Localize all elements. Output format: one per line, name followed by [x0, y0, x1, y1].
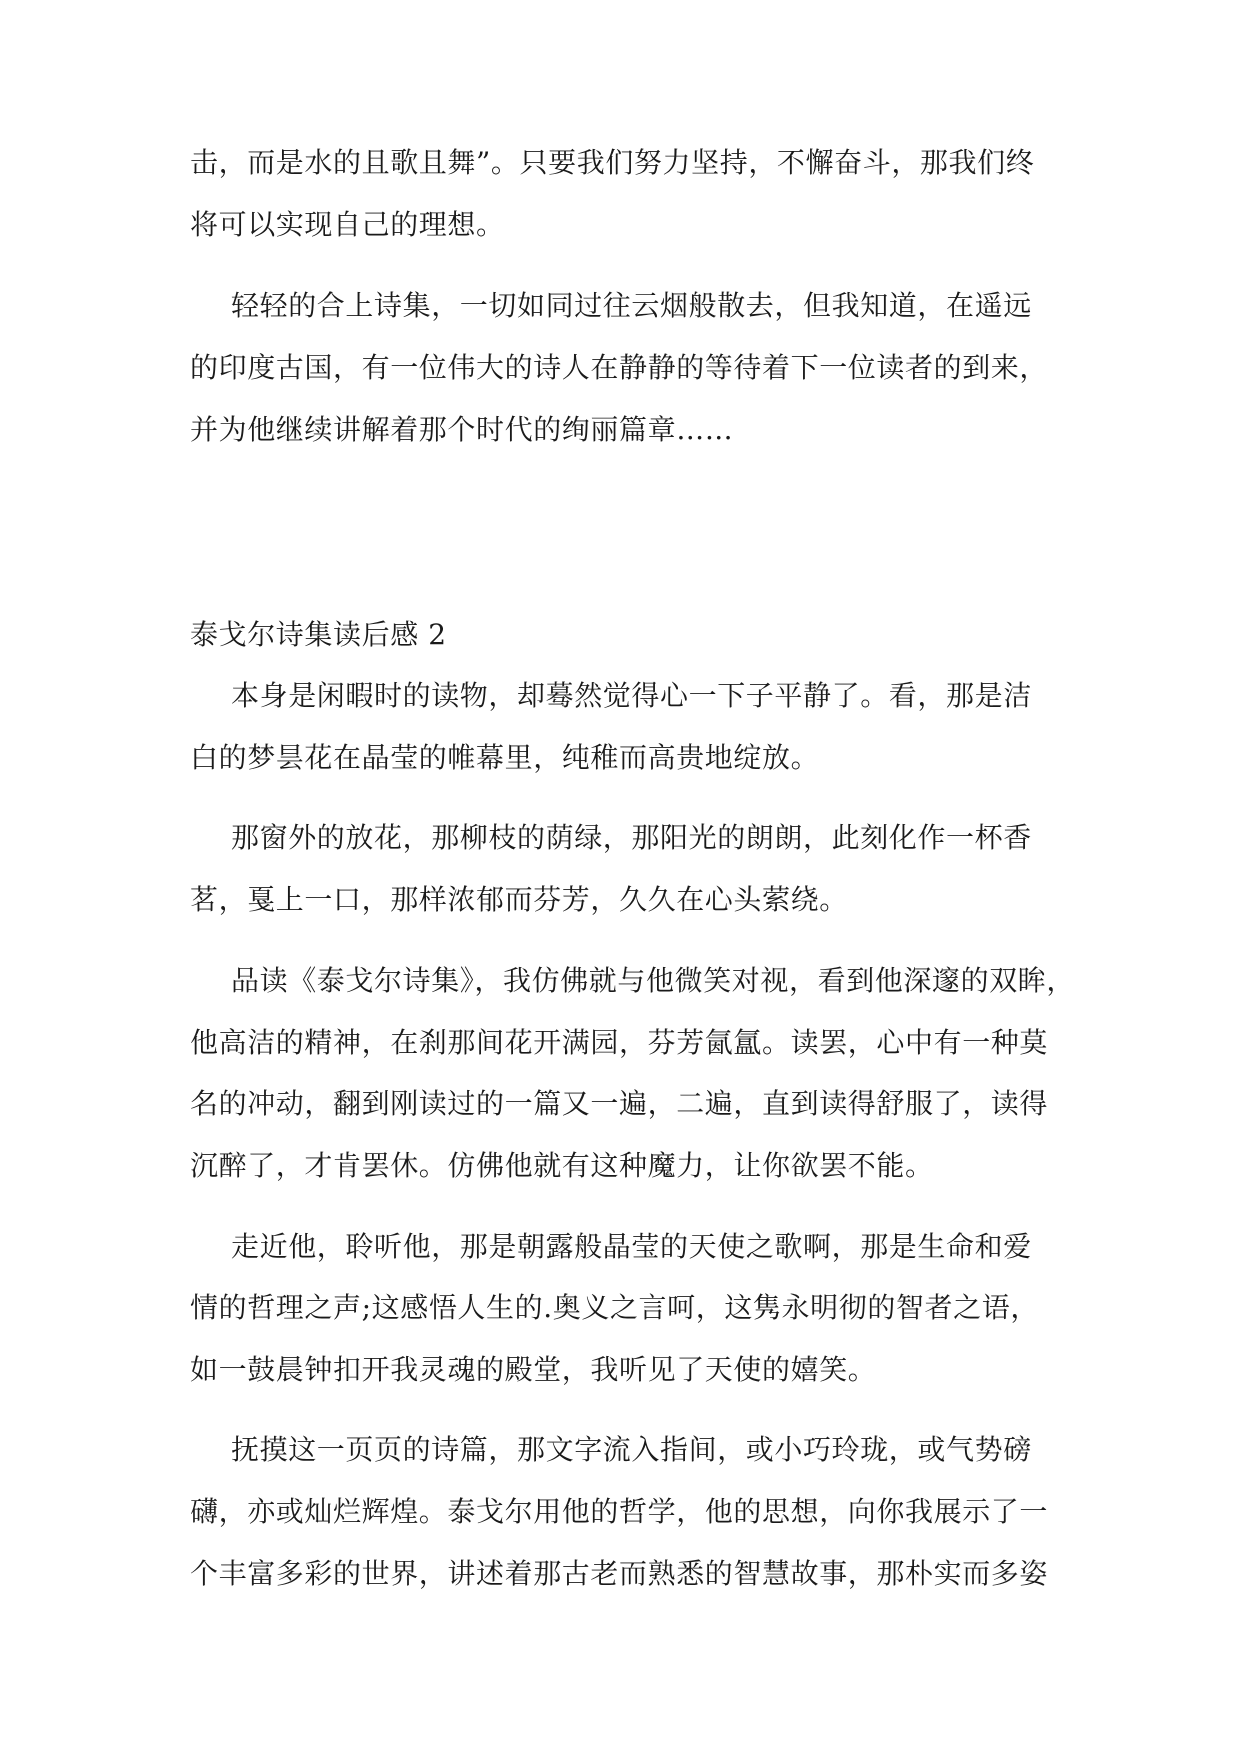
paragraph-first-line: 品读《泰戈尔诗集》，我仿佛就与他微笑对视，看到他深邃的双眸，: [231, 964, 1076, 997]
text-line: 并为他继续讲解着那个时代的绚丽篇章……: [190, 413, 734, 446]
paragraph-first-line: 本身是闲暇时的读物，却蓦然觉得心一下子平静了。看，那是洁: [231, 679, 1032, 712]
text-line: 的印度古国，有一位伟大的诗人在静静的等待着下一位读者的到来，: [190, 351, 1049, 384]
text-line: 将可以实现自己的理想。: [190, 208, 505, 241]
text-line: 茗，戛上一口，那样浓郁而芬芳，久久在心头萦绕。: [190, 883, 848, 916]
text-line: 如一鼓晨钟扣开我灵魂的殿堂，我听见了天使的嬉笑。: [190, 1353, 877, 1386]
paragraph-first-line: 轻轻的合上诗集，一切如同过往云烟般散去，但我知道，在遥远: [231, 289, 1032, 322]
text-line: 沉醉了，才肯罢休。仿佛他就有这种魔力，让你欲罢不能。: [190, 1149, 934, 1182]
section-title: 泰戈尔诗集读后感 2: [190, 618, 447, 651]
text-line: 名的冲动，翻到刚读过的一篇又一遍，二遍，直到读得舒服了，读得: [190, 1087, 1049, 1120]
text-line: 白的梦昙花在晶莹的帷幕里，纯稚而高贵地绽放。: [190, 741, 820, 774]
text-line: 击，而是水的且歌且舞”。只要我们努力坚持，不懈奋斗，那我们终: [190, 146, 1035, 179]
paragraph-first-line: 走近他，聆听他，那是朝露般晶莹的天使之歌啊，那是生命和爱: [231, 1230, 1032, 1263]
text-line: 个丰富多彩的世界，讲述着那古老而熟悉的智慧故事，那朴实而多姿: [190, 1557, 1049, 1590]
text-line: 情的哲理之声;这感悟人生的.奥义之言呵，这隽永明彻的智者之语，: [190, 1291, 1039, 1324]
text-line: 他高洁的精神，在刹那间花开满园，芬芳氤氲。读罢，心中有一种莫: [190, 1026, 1049, 1059]
text-line: 礴，亦或灿烂辉煌。泰戈尔用他的哲学，他的思想，向你我展示了一: [190, 1495, 1049, 1528]
paragraph-first-line: 那窗外的放花，那柳枝的荫绿，那阳光的朗朗，此刻化作一杯香: [231, 821, 1032, 854]
paragraph-first-line: 抚摸这一页页的诗篇，那文字流入指间，或小巧玲珑，或气势磅: [231, 1433, 1032, 1466]
